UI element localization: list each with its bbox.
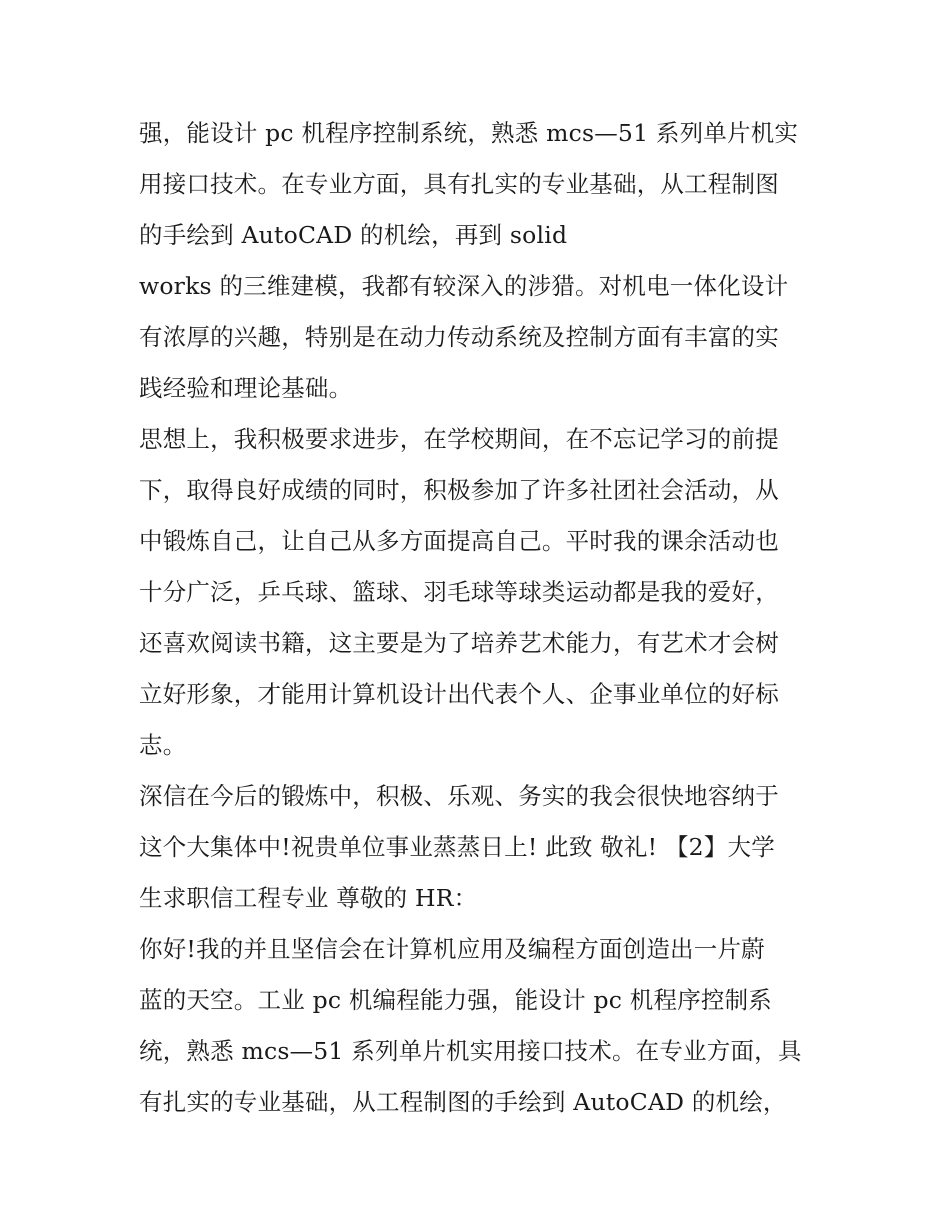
text-line: 立好形象，才能用计算机设计出代表个人、企事业单位的好标 [139,680,779,708]
text-line: 生求职信工程专业 尊敬的 HR： [139,884,478,912]
text-line: 你好!我的并且坚信会在计算机应用及编程方面创造出一片蔚 [139,935,765,963]
text-line: 这个大集体中!祝贵单位事业蒸蒸日上! 此致 敬礼! 【2】大学 [139,833,775,861]
text-line: 下，取得良好成绩的同时，积极参加了许多社团社会活动，从 [139,476,779,504]
text-line: 思想上，我积极要求进步，在学校期间，在不忘记学习的前提 [139,425,779,453]
text-line: 深信在今后的锻炼中，积极、乐观、务实的我会很快地容纳于 [139,782,779,810]
text-line: 蓝的天空。工业 pc 机编程能力强，能设计 pc 机程序控制系 [139,986,772,1014]
text-line: works 的三维建模，我都有较深入的涉猎。对机电一体化设计 [139,272,789,300]
text-line: 的手绘到 AutoCAD 的机绘，再到 solid [139,221,568,249]
text-line: 统，熟悉 mcs—51 系列单片机实用接口技术。在专业方面，具 [139,1037,802,1065]
text-line: 有扎实的专业基础，从工程制图的手绘到 AutoCAD 的机绘， [139,1088,787,1116]
text-line: 有浓厚的兴趣，特别是在动力传动系统及控制方面有丰富的实 [139,323,779,351]
text-line: 强，能设计 pc 机程序控制系统，熟悉 mcs—51 系列单片机实 [139,119,799,147]
document-body-text [139,108,819,1128]
text-line: 十分广泛，乒乓球、篮球、羽毛球等球类运动都是我的爱好， [139,578,779,606]
text-line: 践经验和理论基础。 [139,374,353,402]
text-line: 用接口技术。在专业方面，具有扎实的专业基础，从工程制图 [139,170,779,198]
text-line: 还喜欢阅读书籍，这主要是为了培养艺术能力，有艺术才会树 [139,629,779,657]
text-line: 中锻炼自己，让自己从多方面提高自己。平时我的课余活动也 [139,527,779,555]
text-line: 志。 [139,731,187,759]
